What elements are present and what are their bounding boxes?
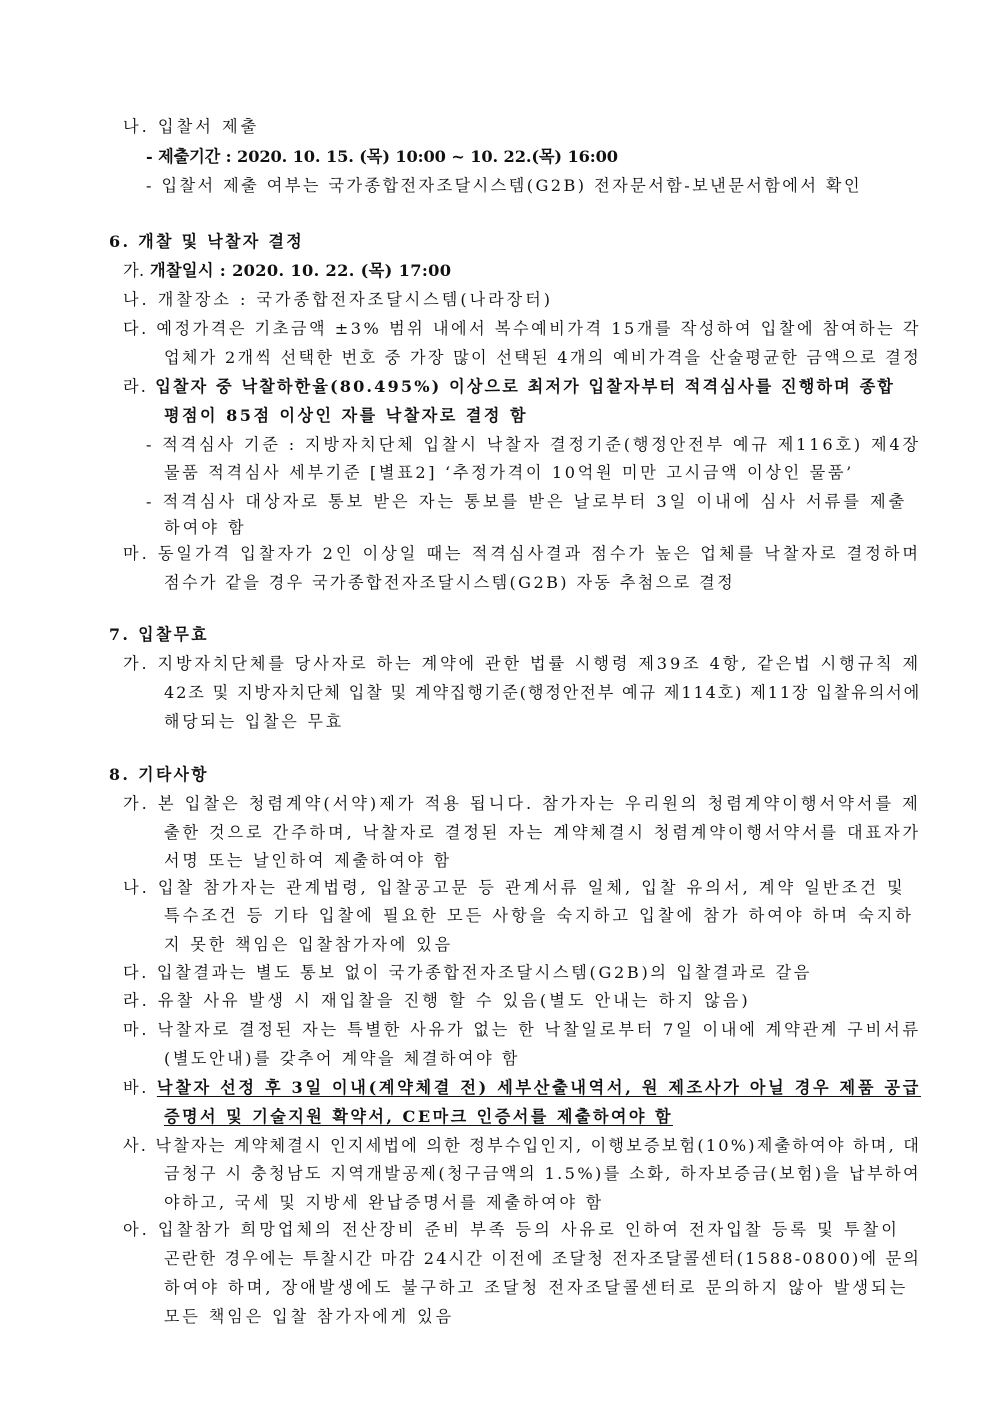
text-segment: 개찰일시 : 2020. 10. 22. (목) 17:00 — [149, 261, 452, 280]
text-segment: 낙찰자 선정 후 3일 이내(계약체결 전) 세부산출내역서, 원 제조사가 아닐 경우 제품 공급 — [156, 1078, 921, 1097]
text-segment: 입찰자 중 낙찰하한율(80.495%) 이상으로 최저가 입찰자부터 적격심사를 진행하며 종합 — [155, 377, 896, 396]
text-line-l17: 7. 입찰무효 — [109, 625, 210, 644]
text-line-l14: 하여야 함 — [164, 518, 247, 537]
text-line-l4: 6. 개찰 및 낙찰자 결정 — [109, 232, 304, 251]
text-segment: 바. — [123, 1078, 157, 1097]
text-line-l26: 특수조건 등 기타 입찰에 필요한 모든 사항을 숙지하고 입찰에 참가 하여야 하며 숙지하 — [164, 906, 915, 925]
text-line-l35: 금청구 시 충청남도 지역개발공제(청구금액의 1.5%)를 소화, 하자보증금(보험)을 납부하여 — [164, 1164, 921, 1183]
text-line-l29: 라. 유찰 사유 발생 시 재입찰을 진행 할 수 있음(별도 안내는 하지 않음) — [123, 991, 751, 1010]
text-line-l34: 사. 낙찰자는 계약체결시 인지세법에 의한 정부수입인지, 이행보증보험(10%)제출하여야 하며, 대 — [123, 1136, 922, 1155]
text-segment: 라. — [123, 377, 156, 396]
text-line-l2: - 제출기간 : 2020. 10. 15. (목) 10:00 ~ 10. 22.(목) 16:00 — [146, 147, 618, 166]
text-line-l20: 해당되는 입찰은 무효 — [164, 712, 344, 731]
text-line-l11: - 적격심사 기준 : 지방자치단체 입찰시 낙찰자 결정기준(행정안전부 예규 제116호) 제4장 — [146, 435, 921, 454]
text-line-l15: 마. 동일가격 입찰자가 2인 이상일 때는 적격심사결과 점수가 높은 업체를 낙찰자로 결정하며 — [123, 544, 921, 563]
text-line-l1: 나. 입찰서 제출 — [123, 117, 260, 136]
text-line-l18: 가. 지방자치단체를 당사자로 하는 계약에 관한 법률 시행령 제39조 4항, 같은법 시행규칙 제 — [123, 654, 921, 673]
text-line-l13: - 적격심사 대상자로 통보 받은 자는 통보를 받은 날로부터 3일 이내에 심사 서류를 제출 — [146, 492, 908, 511]
text-line-l36: 야하고, 국세 및 지방세 완납증명서를 제출하여야 함 — [164, 1193, 605, 1212]
text-line-l16: 점수가 같을 경우 국가종합전자조달시스템(G2B) 자동 추첨으로 결정 — [164, 573, 736, 592]
text-line-l21: 8. 기타사항 — [109, 765, 210, 784]
text-line-l39: 하여야 하며, 장애발생에도 불구하고 조달청 전자조달콜센터로 문의하지 않아 발생되는 — [164, 1278, 909, 1297]
text-line-l30: 마. 낙찰자로 결정된 자는 특별한 사유가 없는 한 낙찰일로부터 7일 이내에 계약관계 구비서류 — [123, 1020, 921, 1039]
text-line-l7: 다. 예정가격은 기초금액 ±3% 범위 내에서 복수예비가격 15개를 작성하여 입찰에 참여하는 각 — [123, 319, 922, 338]
text-line-l33: 증명서 및 기술지원 확약서, CE마크 인증서를 제출하여야 함 — [164, 1107, 674, 1126]
text-segment: 가. — [123, 261, 150, 280]
text-line-l28: 다. 입찰결과는 별도 통보 없이 국가종합전자조달시스템(G2B)의 입찰결과로 갈음 — [123, 963, 812, 982]
text-line-l31: (별도안내)를 갖추어 계약을 체결하여야 함 — [164, 1049, 521, 1068]
text-line-l3: - 입찰서 제출 여부는 국가종합전자조달시스템(G2B) 전자문서함-보낸문서함에서 확인 — [146, 176, 862, 195]
text-line-l24: 서명 또는 날인하여 제출하여야 함 — [164, 851, 452, 870]
text-line-l32 — [123, 1077, 921, 1099]
text-line-l40: 모든 책임은 입찰 참가자에게 있음 — [164, 1307, 455, 1326]
text-line-l37: 아. 입찰참가 희망업체의 전산장비 준비 부족 등의 사유로 인하여 전자입찰 등록 및 투찰이 — [123, 1220, 900, 1239]
text-line-l6: 나. 개찰장소 : 국가종합전자조달시스템(나라장터) — [123, 290, 554, 309]
text-line-l27: 지 못한 책임은 입찰참가자에 있음 — [164, 935, 453, 954]
text-line-l9 — [123, 376, 895, 398]
text-line-l23: 출한 것으로 간주하며, 낙찰자로 결정된 자는 계약체결시 청렴계약이행서약서를 대표자가 — [164, 823, 921, 842]
text-line-l19: 42조 및 지방자치단체 입찰 및 계약집행기준(행정안전부 예규 제114호) 제11장 입찰유의서에 — [164, 683, 922, 702]
text-line-l8: 업체가 2개씩 선택한 번호 중 가장 많이 선택된 4개의 예비가격을 산술평균한 금액으로 결정 — [164, 348, 922, 367]
text-line-l25: 나. 입찰 참가자는 관계법령, 입찰공고문 등 관계서류 일체, 입찰 유의서, 계약 일반조건 및 — [123, 878, 906, 897]
text-line-l12: 물품 적격심사 세부기준 [별표2] ‘추정가격이 10억원 미만 고시금액 이상인 물품’ — [164, 463, 854, 482]
text-line-l22: 가. 본 입찰은 청렴계약(서약)제가 적용 됩니다. 참가자는 우리원의 청렴계약이행서약서를 제 — [123, 794, 921, 813]
text-line-l38: 곤란한 경우에는 투찰시간 마감 24시간 이전에 조달청 전자조달콜센터(1588-0800)에 문의 — [164, 1249, 921, 1268]
text-line-l10: 평점이 85점 이상인 자를 낙찰자로 결정 함 — [164, 406, 529, 425]
text-line-l5 — [123, 260, 451, 282]
